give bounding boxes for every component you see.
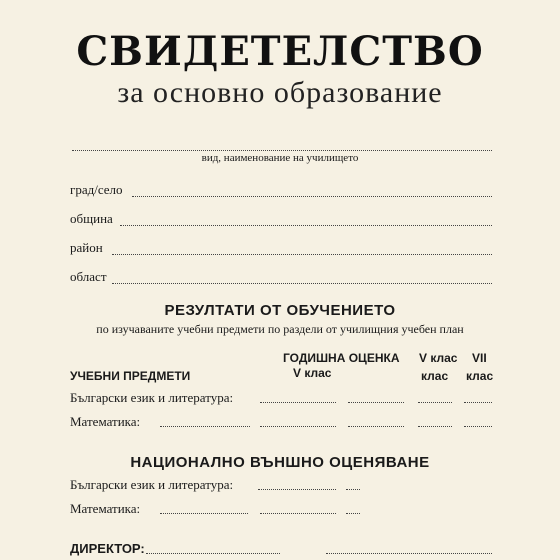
certificate-title: СВИДЕТЕЛСТВО: [76, 28, 484, 75]
results-subtitle: по изучаваните учебни предмети по раздели от училищния учебен план: [96, 322, 464, 336]
result-subject-math: Математика:: [70, 414, 141, 429]
score-blank[interactable]: [346, 503, 360, 514]
subjects-header: УЧЕБНИ ПРЕДМЕТИ: [70, 369, 191, 383]
class-vii-header: VII: [472, 351, 487, 365]
district-line[interactable]: [112, 242, 492, 255]
director-name-line[interactable]: [326, 543, 492, 554]
certificate-subtitle: за основно образование: [117, 76, 443, 109]
director-signature-line[interactable]: [146, 543, 280, 554]
score-blank[interactable]: [160, 503, 248, 514]
grade-blank[interactable]: [260, 416, 336, 427]
class-v-sub-header: клас: [421, 369, 449, 383]
grade-blank[interactable]: [160, 416, 250, 427]
school-name-caption: вид, наименование на училището: [201, 152, 359, 164]
grade-blank[interactable]: [348, 416, 404, 427]
grade-blank[interactable]: [348, 392, 404, 403]
result-subject-bulgarian: Български език и литература:: [70, 390, 234, 405]
grade-blank[interactable]: [418, 416, 452, 427]
score-blank[interactable]: [260, 503, 336, 514]
grade-blank[interactable]: [260, 392, 336, 403]
region-line[interactable]: [112, 271, 492, 284]
town-label: град/село: [70, 182, 123, 197]
director-label: ДИРЕКТОР:: [70, 541, 145, 556]
national-subject-bulgarian: Български език и литература:: [70, 477, 234, 492]
town-line[interactable]: [132, 184, 492, 197]
grade-blank[interactable]: [418, 392, 452, 403]
grade-blank[interactable]: [464, 416, 492, 427]
annual-grade-class-header: V клас: [293, 366, 332, 380]
grade-blank[interactable]: [464, 392, 492, 403]
class-v-header: V клас: [419, 351, 458, 365]
school-name-line[interactable]: [72, 140, 492, 151]
score-blank[interactable]: [346, 479, 360, 490]
national-subject-math: Математика:: [70, 501, 141, 516]
annual-grade-header: ГОДИШНА ОЦЕНКА: [283, 351, 400, 365]
municipality-label: община: [70, 211, 113, 226]
national-assessment-title: НАЦИОНАЛНО ВЪНШНО ОЦЕНЯВАНЕ: [130, 454, 430, 471]
municipality-line[interactable]: [120, 213, 492, 226]
score-blank[interactable]: [258, 479, 336, 490]
region-label: област: [70, 269, 107, 284]
results-title: РЕЗУЛТАТИ ОТ ОБУЧЕНИЕТО: [164, 302, 396, 319]
district-label: район: [70, 240, 103, 255]
class-vii-sub-header: клас: [466, 369, 494, 383]
